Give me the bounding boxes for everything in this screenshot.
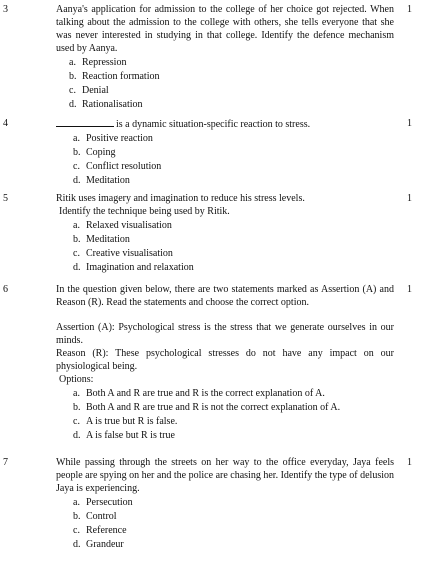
options-list bbox=[56, 387, 394, 443]
option-text: Control bbox=[86, 511, 117, 522]
options-list bbox=[56, 219, 394, 275]
option-letter: c. bbox=[73, 416, 80, 427]
option-letter: a. bbox=[73, 133, 80, 144]
option-text: Grandeur bbox=[86, 539, 124, 550]
option-c bbox=[73, 160, 394, 174]
fill-blank-line bbox=[56, 117, 114, 127]
option-b bbox=[73, 401, 394, 415]
option-letter: c. bbox=[73, 248, 80, 259]
option-letter: b. bbox=[73, 511, 81, 522]
question-number: 7 bbox=[3, 457, 8, 468]
question-number: 6 bbox=[3, 284, 8, 295]
options-label: Options: bbox=[59, 374, 94, 385]
option-letter: a. bbox=[73, 220, 80, 231]
option-letter: c. bbox=[73, 525, 80, 536]
option-letter: d. bbox=[73, 539, 81, 550]
question-number: 5 bbox=[3, 193, 8, 204]
reason-statement: Reason (R): These psychological stresses do not have any impact on our physiological being. bbox=[56, 348, 394, 372]
question-number: 3 bbox=[3, 4, 8, 15]
option-d bbox=[69, 98, 394, 112]
question-text: Ritik uses imagery and imagination to reduce his stress levels. bbox=[56, 193, 305, 204]
question-marks: 1 bbox=[407, 4, 412, 15]
question-body bbox=[56, 117, 394, 188]
option-text: Coping bbox=[86, 147, 116, 158]
option-letter: b. bbox=[73, 402, 81, 413]
option-letter: b. bbox=[69, 71, 77, 82]
option-text: Meditation bbox=[86, 234, 130, 245]
option-text: Positive reaction bbox=[86, 133, 153, 144]
option-letter: d. bbox=[73, 175, 81, 186]
option-text: Relaxed visualisation bbox=[86, 220, 172, 231]
option-b bbox=[73, 233, 394, 247]
question-text: In the question given below, there are two statements marked as Assertion (A) and Reason (R). Read the statements and choose the correct option. bbox=[56, 284, 394, 308]
options-list bbox=[56, 132, 394, 188]
option-d bbox=[73, 538, 394, 552]
question-text-2: Identify the technique being used by Ritik. bbox=[59, 206, 230, 217]
option-c bbox=[73, 247, 394, 261]
option-letter: c. bbox=[69, 85, 76, 96]
question-body bbox=[56, 456, 394, 552]
option-b bbox=[73, 146, 394, 160]
option-letter: a. bbox=[73, 388, 80, 399]
option-letter: d. bbox=[69, 99, 77, 110]
question-marks: 1 bbox=[407, 284, 412, 295]
option-text: Meditation bbox=[86, 175, 130, 186]
option-text: A is false but R is true bbox=[86, 430, 175, 441]
options-list bbox=[56, 56, 394, 112]
question-marks: 1 bbox=[407, 193, 412, 204]
question-body bbox=[56, 192, 394, 275]
option-letter: c. bbox=[73, 161, 80, 172]
option-text: Reaction formation bbox=[82, 71, 160, 82]
option-b bbox=[69, 70, 394, 84]
option-a bbox=[73, 132, 394, 146]
assertion-statement: Assertion (A): Psychological stress is the stress that we generate ourselves in our minds. bbox=[56, 322, 394, 346]
option-d bbox=[73, 429, 394, 443]
option-text: Reference bbox=[86, 525, 127, 536]
option-letter: b. bbox=[73, 234, 81, 245]
question-text: While passing through the streets on her way to the office everyday, Jaya feels people are spying on her and the police are chasing her. Identify the type of delusion Jaya is experiencing. bbox=[56, 457, 394, 494]
option-text: Conflict resolution bbox=[86, 161, 162, 172]
option-c bbox=[73, 415, 394, 429]
option-d bbox=[73, 261, 394, 275]
option-b bbox=[73, 510, 394, 524]
option-a bbox=[73, 496, 394, 510]
option-text: Creative visualisation bbox=[86, 248, 173, 259]
question-body bbox=[56, 3, 394, 112]
option-c bbox=[69, 84, 394, 98]
option-a bbox=[73, 387, 394, 401]
option-letter: d. bbox=[73, 262, 81, 273]
option-letter: a. bbox=[69, 57, 76, 68]
question-number: 4 bbox=[3, 118, 8, 129]
option-text: Imagination and relaxation bbox=[86, 262, 194, 273]
option-text: Rationalisation bbox=[82, 99, 143, 110]
option-c bbox=[73, 524, 394, 538]
options-list bbox=[56, 496, 394, 552]
question-text: Aanya's application for admission to the college of her choice got rejected. When talking about the admission to the college with others, she tells everyone that she was never interested in studying in that college. Identify the defence mechanism used by Aanya. bbox=[56, 4, 394, 54]
question-text-row bbox=[56, 117, 394, 131]
question-marks: 1 bbox=[407, 457, 412, 468]
option-a bbox=[73, 219, 394, 233]
question-body bbox=[56, 283, 394, 443]
option-text: Repression bbox=[82, 57, 127, 68]
option-text: Both A and R are true and R is the correct explanation of A. bbox=[86, 388, 325, 399]
option-d bbox=[73, 174, 394, 188]
option-letter: b. bbox=[73, 147, 81, 158]
option-text: Denial bbox=[82, 85, 109, 96]
option-text: Both A and R are true and R is not the correct explanation of A. bbox=[86, 402, 341, 413]
option-letter: a. bbox=[73, 497, 80, 508]
option-text: A is true but R is false. bbox=[86, 416, 178, 427]
option-text: Persecution bbox=[86, 497, 133, 508]
question-marks: 1 bbox=[407, 118, 412, 129]
option-a bbox=[69, 56, 394, 70]
option-letter: d. bbox=[73, 430, 81, 441]
question-text: is a dynamic situation-specific reaction to stress. bbox=[116, 119, 311, 130]
